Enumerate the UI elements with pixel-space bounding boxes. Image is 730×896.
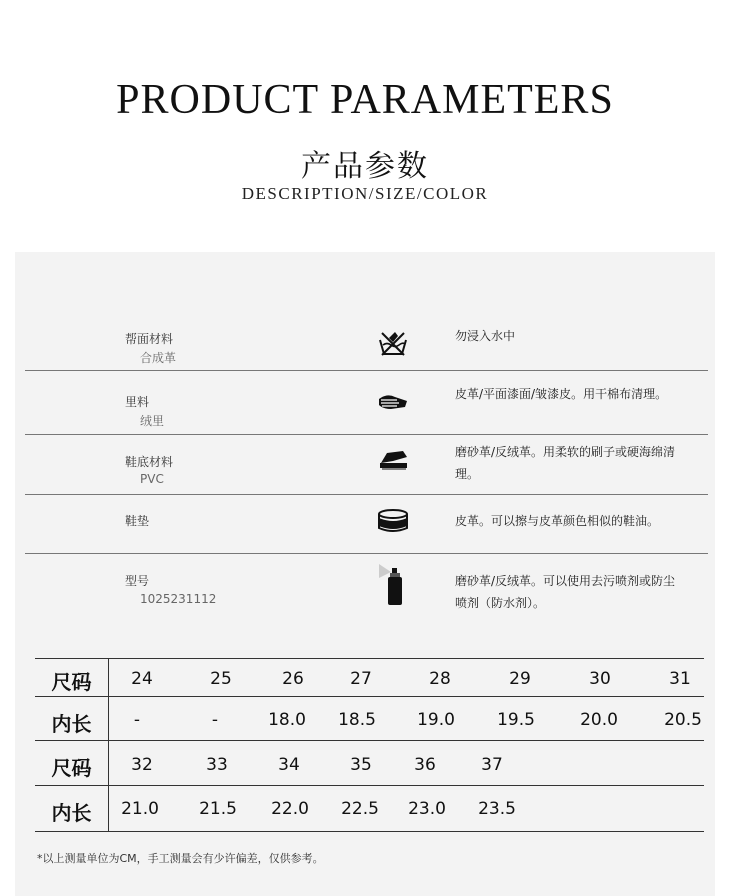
length-row-header: 内长 <box>51 801 92 825</box>
table-cell: 24 <box>131 669 153 689</box>
param-value: 合成革 <box>140 351 177 365</box>
param-label: 里料 <box>125 395 150 409</box>
parameters-panel <box>15 252 715 896</box>
table-line <box>108 658 109 831</box>
table-cell: 23.5 <box>478 799 516 819</box>
table-line <box>35 658 704 659</box>
table-cell: 22.5 <box>341 799 379 819</box>
no-washing-icon <box>377 328 409 360</box>
spray-can-icon <box>377 562 409 606</box>
param-care: 皮革/平面漆面/皱漆皮。用干棉布清理。 <box>455 387 668 401</box>
table-cell: - <box>133 710 141 730</box>
table-cell: 31 <box>669 669 691 689</box>
param-value: 1025231112 <box>140 592 217 606</box>
param-label: 鞋垫 <box>125 514 150 528</box>
table-line <box>35 785 704 786</box>
table-cell: 34 <box>278 755 300 775</box>
table-cell: 37 <box>481 755 503 775</box>
brush-icon <box>377 443 409 475</box>
table-cell: 19.5 <box>497 710 535 730</box>
table-cell: 28 <box>429 669 451 689</box>
table-cell: 30 <box>589 669 611 689</box>
param-care: 磨砂革/反绒革。用柔软的刷子或硬海绵清理。 <box>455 445 676 481</box>
page-tagline: DESCRIPTION/SIZE/COLOR <box>241 184 489 203</box>
wiping-cloth-icon <box>377 387 409 419</box>
table-cell: 35 <box>350 755 372 775</box>
table-cell: 19.0 <box>417 710 455 730</box>
divider <box>25 494 708 495</box>
table-cell: 27 <box>350 669 372 689</box>
table-cell: 29 <box>509 669 531 689</box>
divider <box>25 370 708 371</box>
table-cell: 20.0 <box>580 710 618 730</box>
table-line <box>35 696 704 697</box>
header <box>0 0 730 250</box>
table-cell: 33 <box>206 755 228 775</box>
table-cell: 23.0 <box>408 799 446 819</box>
table-cell: - <box>211 710 219 730</box>
page-subtitle: 产品参数 <box>301 149 429 184</box>
param-label: 型号 <box>125 574 150 588</box>
size-row-header: 尺码 <box>51 756 92 780</box>
table-cell: 22.0 <box>271 799 309 819</box>
table-line <box>35 740 704 741</box>
param-value: PVC <box>140 472 164 486</box>
param-care: 皮革。可以擦与皮革颜色相似的鞋油。 <box>455 514 660 528</box>
shoe-polish-tin-icon <box>377 506 409 538</box>
param-care: 勿浸入水中 <box>455 329 516 343</box>
divider <box>25 434 708 435</box>
page-title: PRODUCT PARAMETERS <box>116 77 614 123</box>
table-cell: 21.0 <box>121 799 159 819</box>
table-cell: 32 <box>131 755 153 775</box>
param-label: 帮面材料 <box>125 332 174 346</box>
length-row-header: 内长 <box>51 712 92 736</box>
table-cell: 21.5 <box>199 799 237 819</box>
param-label: 鞋底材料 <box>125 455 174 469</box>
table-cell: 18.0 <box>268 710 306 730</box>
divider <box>25 553 708 554</box>
table-line <box>35 831 704 832</box>
size-row-header: 尺码 <box>51 670 92 694</box>
param-care: 磨砂革/反绒革。可以使用去污喷剂或防尘喷剂（防水剂）。 <box>455 574 676 610</box>
table-cell: 20.5 <box>664 710 702 730</box>
param-value: 绒里 <box>140 414 165 428</box>
table-cell: 26 <box>282 669 304 689</box>
measurement-note: *以上测量单位为CM，手工测量会有少许偏差，仅供参考。 <box>37 852 324 865</box>
table-cell: 25 <box>210 669 232 689</box>
table-cell: 36 <box>414 755 436 775</box>
table-cell: 18.5 <box>338 710 376 730</box>
